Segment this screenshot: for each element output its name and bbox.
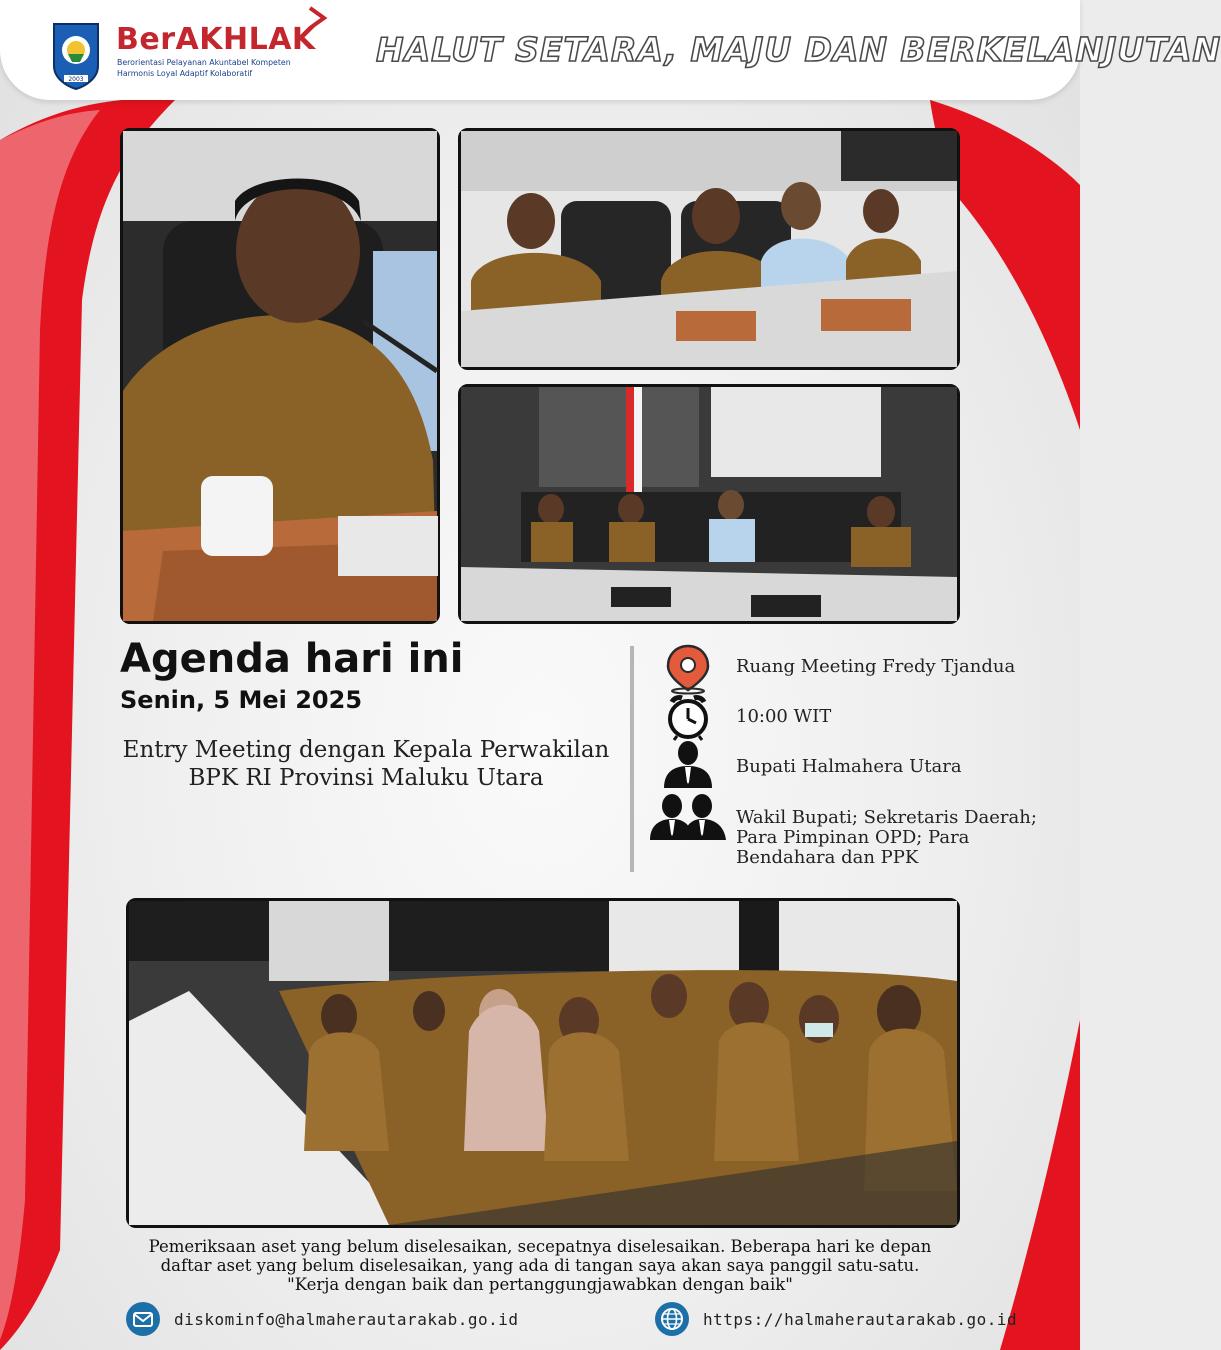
photo-speaker (120, 128, 440, 624)
time-text: 10:00 WIT (736, 706, 832, 727)
photo-meeting-room (458, 384, 960, 624)
globe-icon (655, 1302, 689, 1336)
info-leader (646, 740, 1046, 790)
brand-tagline (117, 58, 291, 79)
brand-name: BerAKHLAK (116, 22, 316, 57)
group-icon (646, 792, 730, 842)
location-text: Ruang Meeting Fredy Tjandua (736, 656, 1016, 677)
regency-emblem-icon (50, 20, 102, 90)
event-description: Entry Meeting dengan Kepala Perwakilan BPK RI Provinsi Maluku Utara (122, 737, 610, 791)
info-location (646, 644, 1046, 694)
photo-officials-table (458, 128, 960, 370)
info-attendees (646, 792, 1046, 872)
alarm-clock-icon (646, 692, 730, 742)
caption-quote: Pemeriksaan aset yang belum diselesaikan, secepatnya diselesaikan. Beberapa hari ke depan daftar aset yang belum diselesaikan, yang ada di tangan saya akan saya panggil satu-satu. "Kerja dengan baik dan pertanggungjawabkan dengan baik" (148, 1237, 932, 1294)
chevron-logo-icon (306, 6, 328, 30)
emblem-year: 2003 (68, 76, 84, 83)
map-pin-icon (646, 644, 730, 694)
leader-text: Bupati Halmahera Utara (736, 756, 962, 777)
vertical-divider (630, 646, 634, 872)
website-text[interactable]: https://halmaherautarakab.go.id (703, 1310, 1018, 1329)
info-time (646, 692, 1046, 742)
header-banner (0, 0, 1221, 100)
brand-tagline-line2: Harmonis Loyal Adaptif Kolaboratif (117, 68, 253, 78)
email-text[interactable]: diskominfo@halmaherautarakab.go.id (174, 1310, 519, 1329)
slogan: HALUT SETARA, MAJU DAN BERKELANJUTAN (376, 30, 1221, 69)
agenda-title: Agenda hari ini (120, 636, 464, 682)
person-icon (646, 740, 730, 790)
photo-audience (126, 898, 960, 1228)
mail-icon (126, 1302, 160, 1336)
website-contact[interactable] (655, 1302, 1018, 1336)
brand-tagline-line1: Berorientasi Pelayanan Akuntabel Kompeten (117, 58, 291, 67)
email-contact[interactable] (126, 1302, 546, 1336)
attendees-text: Wakil Bupati; Sekretaris Daerah; Para Pimpinan OPD; Para Bendahara dan PPK (736, 807, 1037, 868)
agenda-date: Senin, 5 Mei 2025 (120, 686, 363, 714)
